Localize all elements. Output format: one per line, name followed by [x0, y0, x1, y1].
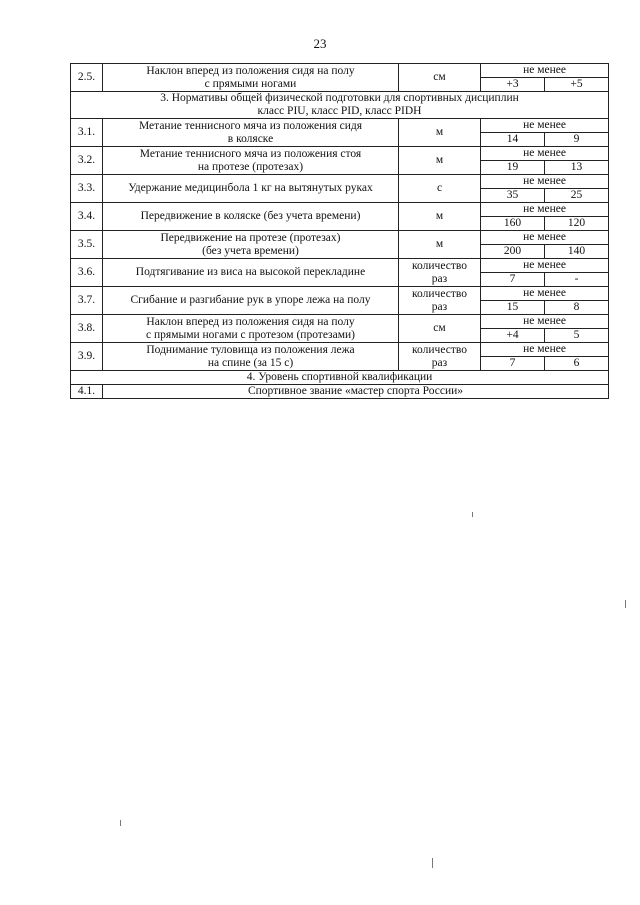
value-cell: -: [545, 273, 609, 287]
value-cell: 8: [545, 301, 609, 315]
qualification-text: Спортивное звание «мастер спорта России»: [103, 385, 609, 399]
row-number: 2.5.: [71, 64, 103, 92]
exercise-name: Удержание медицинбола 1 кг на вытянутых руках: [103, 175, 399, 203]
norms-table: [70, 63, 609, 399]
row-number: 3.8.: [71, 315, 103, 343]
value-cell: 25: [545, 189, 609, 203]
unit-cell: см: [399, 315, 481, 343]
row-number: 3.4.: [71, 203, 103, 231]
not-less-label: не менее: [481, 259, 609, 273]
value-cell: 15: [481, 301, 545, 315]
table-row: [71, 119, 609, 133]
exercise-name: Поднимание туловища из положения лежа на спине (за 15 с): [103, 343, 399, 371]
value-cell: 19: [481, 161, 545, 175]
unit-cell: м: [399, 119, 481, 147]
value-cell: +3: [481, 78, 545, 92]
table-row: [71, 315, 609, 329]
table-row: [71, 231, 609, 245]
table-row: [71, 147, 609, 161]
unit-cell: количество раз: [399, 287, 481, 315]
value-cell: 14: [481, 133, 545, 147]
row-number: 3.5.: [71, 231, 103, 259]
row-number: 3.3.: [71, 175, 103, 203]
table-row: [71, 385, 609, 399]
value-cell: 9: [545, 133, 609, 147]
page-number: 23: [313, 36, 327, 51]
value-cell: 6: [545, 357, 609, 371]
row-number: 3.6.: [71, 259, 103, 287]
value-cell: +4: [481, 329, 545, 343]
not-less-label: не менее: [481, 315, 609, 329]
exercise-name: Подтягивание из виса на высокой перекладине: [103, 259, 399, 287]
section-heading: 3. Нормативы общей физической подготовки для спортивных дисциплин класс PIU, класс PID, класс PIDH: [71, 92, 609, 119]
value-cell: 140: [545, 245, 609, 259]
value-cell: +5: [545, 78, 609, 92]
table-row: [71, 175, 609, 189]
not-less-label: не менее: [481, 343, 609, 357]
section-3-heading-row: [71, 92, 609, 119]
value-cell: 200: [481, 245, 545, 259]
unit-cell: см: [399, 64, 481, 92]
unit-cell: количество раз: [399, 343, 481, 371]
section-heading: 4. Уровень спортивной квалификации: [71, 371, 609, 385]
exercise-name: Метание теннисного мяча из положения стоя на протезе (протезах): [103, 147, 399, 175]
unit-cell: количество раз: [399, 259, 481, 287]
table-row: [71, 259, 609, 273]
value-cell: 35: [481, 189, 545, 203]
row-number: 3.1.: [71, 119, 103, 147]
not-less-label: не менее: [481, 119, 609, 133]
row-number: 4.1.: [71, 385, 103, 399]
exercise-name: Наклон вперед из положения сидя на полу с прямыми ногами с протезом (протезами): [103, 315, 399, 343]
unit-cell: м: [399, 231, 481, 259]
exercise-name: Метание теннисного мяча из положения сидя в коляске: [103, 119, 399, 147]
norms-table-body: [71, 64, 609, 399]
table-row: [71, 203, 609, 217]
table-row: [71, 287, 609, 301]
value-cell: 120: [545, 217, 609, 231]
value-cell: 160: [481, 217, 545, 231]
value-cell: 5: [545, 329, 609, 343]
not-less-label: не менее: [481, 175, 609, 189]
exercise-name: Передвижение в коляске (без учета времени): [103, 203, 399, 231]
exercise-name: Сгибание и разгибание рук в упоре лежа на полу: [103, 287, 399, 315]
row-number: 3.9.: [71, 343, 103, 371]
exercise-name: Наклон вперед из положения сидя на полу с прямыми ногами: [103, 64, 399, 92]
unit-cell: м: [399, 147, 481, 175]
not-less-label: не менее: [481, 147, 609, 161]
value-cell: 7: [481, 357, 545, 371]
value-cell: 13: [545, 161, 609, 175]
unit-cell: м: [399, 203, 481, 231]
not-less-label: не менее: [481, 231, 609, 245]
not-less-label: не менее: [481, 203, 609, 217]
exercise-name: Передвижение на протезе (протезах) (без учета времени): [103, 231, 399, 259]
not-less-label: не менее: [481, 287, 609, 301]
value-cell: 7: [481, 273, 545, 287]
section-4-heading-row: [71, 371, 609, 385]
table-row: [71, 343, 609, 357]
row-number: 3.2.: [71, 147, 103, 175]
table-row: [71, 64, 609, 78]
row-number: 3.7.: [71, 287, 103, 315]
unit-cell: с: [399, 175, 481, 203]
not-less-label: не менее: [481, 64, 609, 78]
